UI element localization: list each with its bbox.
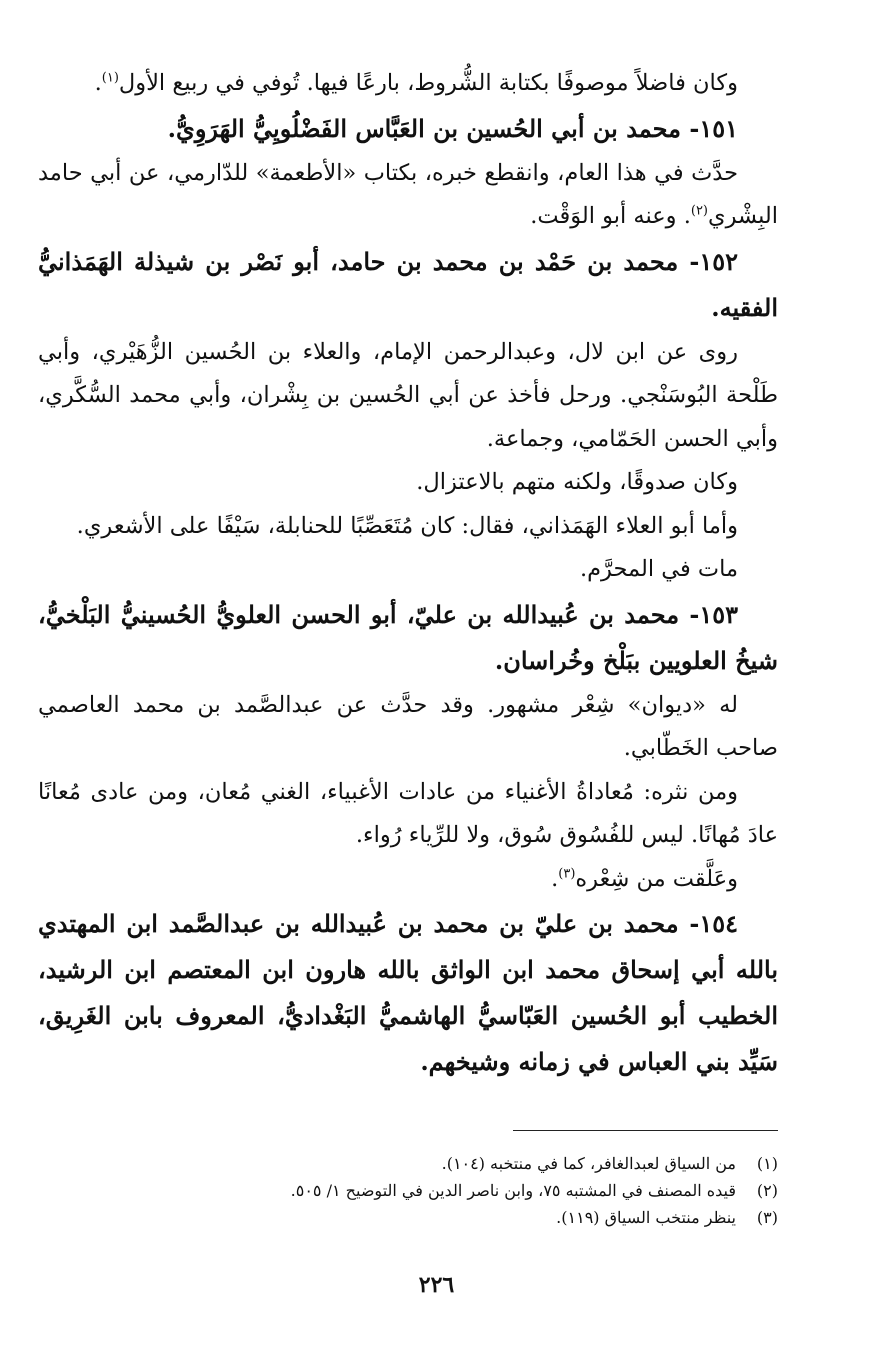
paragraph-intro: وكان فاضلاً موصوفًا بكتابة الشُّروط، بارعًا فيها. تُوفي في ربيع الأول$^{(١)}$. — [94, 70, 738, 96]
entry-text-152-c: وأما أبو العلاء الهَمَذاني، فقال: كان مُتَعَصِّبًا للحنابلة، سَيْفًا على الأشعري. — [76, 512, 738, 539]
entry-text-153-b: ومن نثره: مُعاداةُ الأغنياء من عادات الأغبياء، الغني مُعان، ومن عادى مُعانًا عادَ مُهانًا. ليس للفُسُوق سُوق، ولا للرِّياء رُواء. — [38, 778, 778, 848]
footnote-number: (١) — [756, 1154, 778, 1173]
footnotes — [38, 1150, 778, 1231]
footnote-ref-3[interactable]: (٣) — [558, 866, 576, 881]
footnote-text: ينظر منتخب السياق (١١٩). — [556, 1208, 736, 1227]
entry-text-152-d: مات في المحرَّم. — [579, 556, 738, 582]
footnote-ref-1[interactable]: (١) — [101, 70, 119, 86]
entry-text-152-b: وكان صدوقًا، ولكنه متهم بالاعتزال. — [416, 469, 738, 495]
footnote-ref-2[interactable]: (٢) — [690, 203, 708, 219]
entry-text-151: حدَّث في هذا العام، وانقطع خبره، بكتاب «الأطعمة» للدّارمي، عن أبي حامد البِشْري$^{(٢)}$. وعنه أبو الوَقْت. — [38, 159, 778, 229]
page-number: ٢٢٦ — [418, 1272, 455, 1298]
footnote-divider — [513, 1130, 778, 1131]
entry-text-152-a: روى عن ابن لال، وعبدالرحمن الإمام، والعلاء بن الحُسين الزُّهَيْري، وأبي طَلْحة البُوسَنْجي. ورحل فأخذ عن أبي الحُسين بن بِشْران، وأبي محمد السُّكَّري، وأبي الحسن الحَمّامي، وجماعة. — [38, 338, 778, 452]
footnote-3 — [38, 1204, 778, 1231]
footnote-text: من السياق لعبدالغافر، كما في منتخبه (١٠٤). — [441, 1154, 736, 1173]
footnote-number: (٢) — [756, 1181, 778, 1200]
entry-text-153-a: له «ديوان» شِعْر مشهور. وقد حدَّث عن عبدالصَّمد بن محمد العاصمي صاحب الخَطّابي. — [38, 691, 778, 761]
entry-text-153-c: وعَلَّقت من شِعْره$^{(٣)}$. — [551, 865, 738, 892]
footnote-text: قيده المصنف في المشتبه ٧٥، وابن ناصر الدين في التوضيح ١/ ٥٠٥. — [290, 1181, 736, 1200]
entry-heading-151: ١٥١- محمد بن أبي الحُسين بن العَبَّاس الفَضْلُويِيُّ الهَرَوِيُّ. — [167, 113, 738, 143]
entry-heading-152: ١٥٢- محمد بن حَمْد بن محمد بن حامد، أبو نَصْر بن شيذلة الهَمَذانيُّ الفقيه. — [38, 246, 778, 322]
footnote-1 — [38, 1150, 778, 1177]
footnote-2 — [38, 1177, 778, 1204]
paragraph-text: وكان فاضلاً موصوفًا بكتابة الشُّروط، بارعًا فيها. تُوفي في ربيع الأول — [118, 70, 738, 96]
entry-heading-154: ١٥٤- محمد بن عليّ بن محمد بن عُبيدالله بن عبدالصَّمد ابن المهتدي بالله أبي إسحاق محمد ابن الواثق بالله هارون ابن المعتصم ابن الرشيد، الخطيب أبو الحُسين العَبّاسيُّ الهاشميُّ البَغْداديُّ، المعروف بابن الغَرِيق، سَيِّد بني العباس في زمانه وشيخهم. — [38, 909, 779, 1076]
entry-heading-153: ١٥٣- محمد بن عُبيدالله بن عليّ، أبو الحسن العلويُّ الحُسينيُّ البَلْخيُّ، شيخُ العلويين ببَلْخ وخُراسان. — [38, 599, 778, 675]
page-body — [38, 62, 778, 1085]
footnote-number: (٣) — [756, 1208, 778, 1227]
